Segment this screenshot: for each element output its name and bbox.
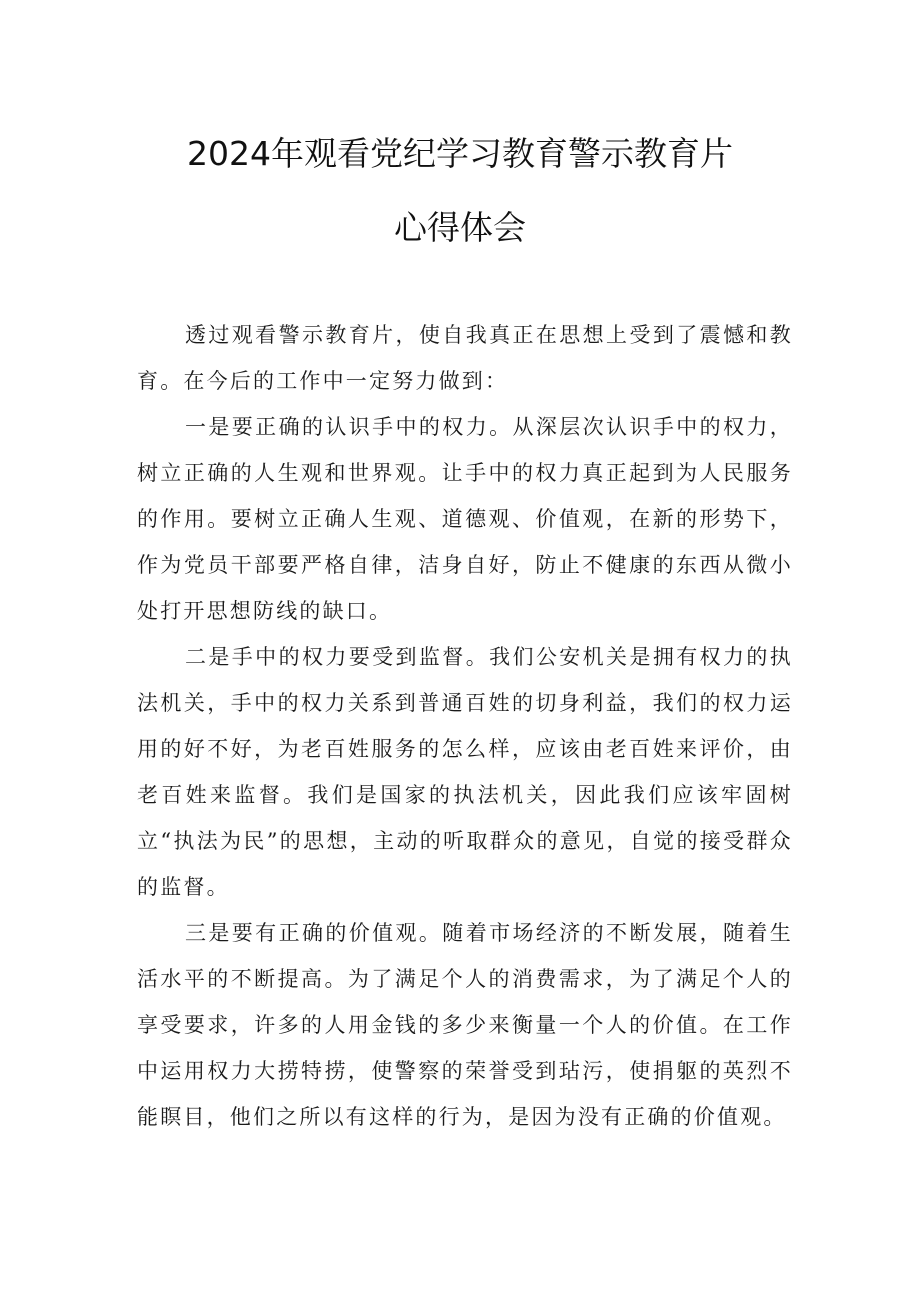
document-title-line-1: 2024年观看党纪学习教育警示教育片	[187, 134, 733, 173]
document-body	[137, 312, 793, 1140]
paragraph-point-one: 一是要正确的认识手中的权力。从深层次认识手中的权力，树立正确的人生观和世界观。让手中的权力真正起到为人民服务的作用。要树立正确人生观、道德观、价值观，在新的形势下，作为党员干部要严格自律，洁身自好，防止不健康的东西从微小处打开思想防线的缺口。	[137, 415, 793, 623]
paragraph-point-two: 二是手中的权力要受到监督。我们公安机关是拥有权力的执法机关，手中的权力关系到普通百姓的切身利益，我们的权力运用的好不好，为老百姓服务的怎么样，应该由老百姓来评价，由老百姓来监督。我们是国家的执法机关，因此我们应该牢固树立“执法为民”的思想，主动的听取群众的意见，自觉的接受群众的监督。	[137, 645, 793, 899]
paragraph-intro: 透过观看警示教育片，使自我真正在思想上受到了震憾和教育。在今后的工作中一定努力做到：	[137, 323, 793, 393]
paragraph-point-three: 三是要有正确的价值观。随着市场经济的不断发展，随着生活水平的不断提高。为了满足个人的消费需求，为了满足个人的享受要求，许多的人用金钱的多少来衡量一个人的价值。在工作中运用权力大捞特捞，使警察的荣誉受到玷污，使捐躯的英烈不能瞑目，他们之所以有这样的行为，是因为没有正确的价值观。	[137, 921, 793, 1129]
document-title-line-2: 心得体会	[394, 208, 526, 247]
